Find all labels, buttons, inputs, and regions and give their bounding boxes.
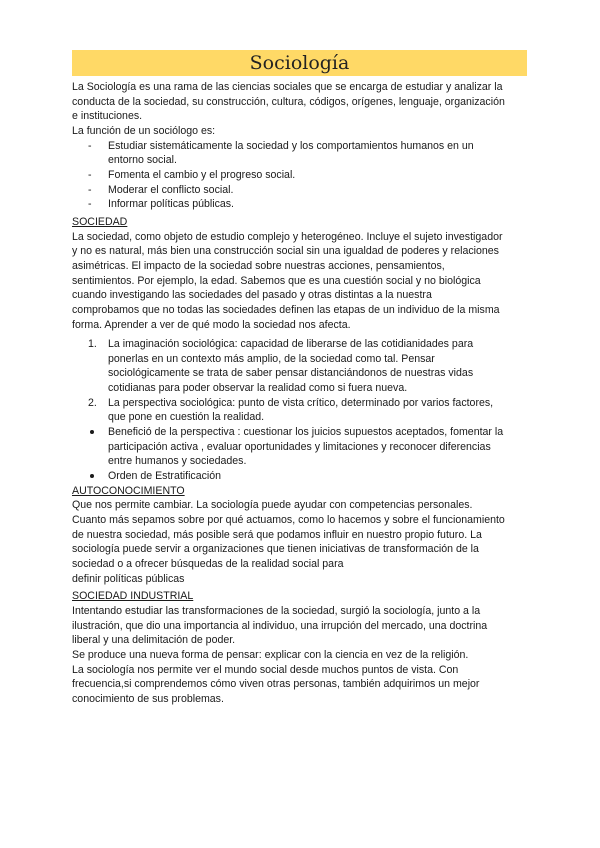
text-line: La perspectiva sociológica: punto de vista crítico, determinado por varios factores,: [108, 396, 494, 409]
text-line: conducta de la sociedad, su construcción, cultura, códigos, orígenes, lenguaje, organización: [72, 95, 505, 108]
title-banner: [72, 50, 527, 76]
section-heading-sociedad: SOCIEDAD: [72, 215, 128, 228]
number-marker: 2.: [88, 396, 97, 409]
industrial-paragraph: [72, 604, 532, 707]
numbered-list: [72, 337, 532, 425]
dash-marker: -: [88, 198, 92, 211]
function-label: La función de un sociólogo es:: [72, 124, 216, 137]
bullet-icon: [90, 430, 94, 434]
text-line: La sociología nos permite ver el mundo social desde muchos puntos de vista. Con: [72, 663, 459, 676]
intro-paragraph: [72, 80, 532, 124]
text-line: sentimientos. Por ejemplo, la edad. Sabemos que es una cuestión social y no biológica: [72, 274, 481, 287]
text-line: La imaginación sociológica: capacidad de liberarse de las cotidianidades para: [108, 338, 474, 351]
text-line: Orden de Estratificación: [108, 470, 222, 483]
list-item: [72, 469, 532, 484]
list-item: [72, 183, 532, 198]
text-line: La Sociología es una rama de las ciencias sociales que se encarga de estudiar y analizar la: [72, 81, 503, 93]
text-line: y no es natural, más bien una construcción social sin una igualdad de poderes y relaciones: [72, 245, 499, 258]
list-item: [72, 425, 532, 469]
text-line: Que nos permite cambiar. La sociología puede ayudar con competencias personales.: [72, 499, 473, 512]
text-line: que pone en cuestión la realidad.: [108, 411, 265, 424]
text-line: Se produce una nueva forma de pensar: explicar con la ciencia en vez de la religión.: [72, 648, 469, 661]
sociedad-paragraph: [72, 230, 532, 333]
text-line: conocimiento de sus problemas.: [72, 692, 224, 705]
text-line: frecuencia,si comprendemos cómo viven otras personas, también adquirimos un mejor: [72, 678, 480, 691]
text-line: asimétricas. El impacto de la sociedad sobre nuestras acciones, pensamientos,: [72, 259, 445, 272]
list-item: [72, 337, 532, 396]
number-marker: 1.: [88, 338, 97, 351]
bullet-icon: [90, 474, 94, 478]
text-line: sociología puede servir a organizaciones que tienen iniciativas de transformación de la: [72, 543, 479, 556]
page-title: Sociología: [249, 52, 350, 74]
text-line: de nuestra sociedad, más posible será que podamos influir en nuestro propio futuro. La: [72, 528, 482, 541]
text-line: cotidianas para poder observar la realidad como si fuera nueva.: [108, 382, 408, 395]
list-item: [72, 168, 532, 183]
text-line: Intentando estudiar las transformaciones de la sociedad, surgió la sociología, junto a la: [72, 604, 481, 617]
text-line: Moderar el conflicto social.: [108, 183, 234, 196]
dash-marker: -: [88, 183, 92, 196]
text-line: e instituciones.: [72, 110, 143, 123]
document-body: [72, 80, 532, 707]
list-item: [72, 139, 532, 168]
text-line: liberal y una delimitación de poder.: [72, 634, 236, 647]
autoconocimiento-paragraph: [72, 498, 532, 586]
text-line: Informar políticas públicas.: [108, 198, 235, 211]
text-line: definir políticas públicas: [72, 572, 185, 585]
section-heading-sociedad-industrial: SOCIEDAD INDUSTRIAL: [72, 590, 194, 603]
dash-marker: -: [88, 168, 92, 181]
list-item: [72, 396, 532, 425]
text-line: Benefició de la perspectiva : cuestionar los juicios supuestos aceptados, fomentar la: [108, 426, 504, 439]
text-line: ponerlas en un contexto más amplio, de la sociedad como tal. Pensar: [108, 352, 435, 365]
dash-marker: -: [88, 139, 92, 152]
bullet-list: [72, 425, 532, 484]
text-line: Estudiar sistemáticamente la sociedad y los comportamientos humanos en un: [108, 139, 474, 152]
text-line: sociedad o a ofrecer búsquedas de la realidad social para: [72, 558, 344, 570]
section-heading-autoconocimiento: AUTOCONOCIMIENTO: [72, 484, 185, 497]
text-line: Cuanto más sepamos sobre por qué actuamos, como lo hacemos y sobre el funcionamiento: [72, 514, 505, 527]
list-item: [72, 197, 532, 212]
text-line: La sociedad, como objeto de estudio complejo y heterogéneo. Incluye el sujeto investigador: [72, 230, 503, 243]
text-line: comprobamos que no todas las sociedades definen las etapas de un individuo de la misma: [72, 303, 500, 316]
text-line: forma. Aprender a ver de qué modo la sociedad nos afecta.: [72, 318, 351, 331]
text-line: entre humanos y sociedades.: [108, 455, 247, 468]
text-line: ilustración, que dio una importancia al individuo, una irrupción del mercado, una doctrina: [72, 619, 488, 632]
text-line: Fomenta el cambio y el progreso social.: [108, 168, 296, 181]
text-line: sociológicamente se trata de saber pensar distanciándonos de nuestras vidas: [108, 367, 474, 380]
text-line: entorno social.: [108, 154, 177, 167]
dash-list: [72, 139, 532, 212]
text-line: participación activa , evaluar oportunidades y limitaciones y reconocer diferencias: [108, 440, 491, 453]
text-line: cuando investigando las sociedades del pasado y otras distintas a la nuestra: [72, 289, 432, 302]
